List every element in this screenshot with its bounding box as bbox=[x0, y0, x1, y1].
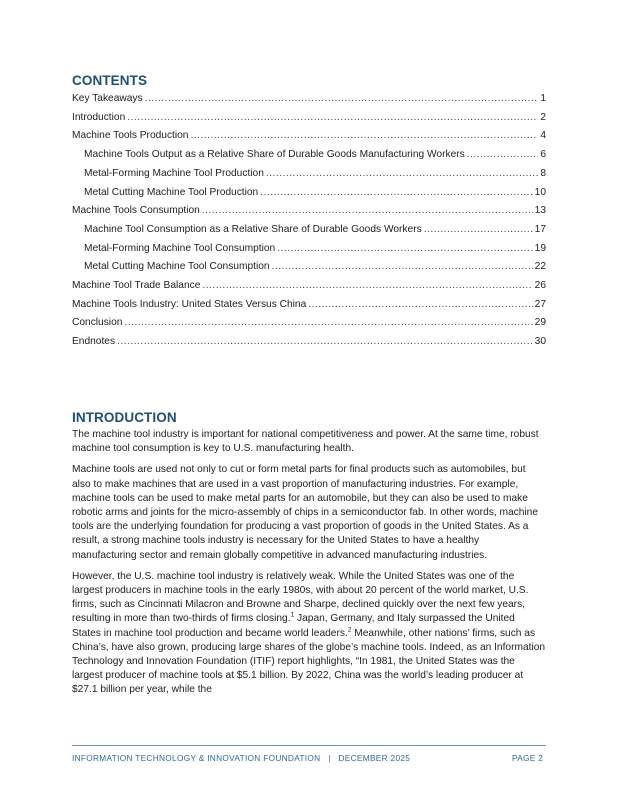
toc-entry-title: Machine Tools Consumption bbox=[72, 205, 200, 217]
toc-entry-title: Machine Tool Trade Balance bbox=[72, 280, 201, 292]
toc-entry-page-number: 19 bbox=[534, 242, 546, 254]
toc-entry[interactable] bbox=[72, 277, 546, 296]
toc-entry-page-number: 22 bbox=[534, 261, 546, 273]
intro-paragraph-3 bbox=[72, 570, 546, 698]
toc-entry[interactable] bbox=[72, 184, 546, 203]
toc-entry-page-number: 29 bbox=[534, 317, 546, 329]
toc-entry-page-number: 26 bbox=[534, 280, 546, 292]
toc-entry-page-number: 6 bbox=[540, 149, 546, 161]
introduction-heading: INTRODUCTION bbox=[72, 410, 177, 425]
toc-entry[interactable] bbox=[72, 221, 546, 240]
toc-entry-title: Machine Tools Output as a Relative Share of Durable Goods Manufacturing Workers bbox=[84, 149, 465, 161]
intro-paragraph-3-part-c: Meanwhile, other nations’ firms, such as China’s, have also grown, producing large shares of the globe’s machine tools. Indeed, as an Information Technology and Innovation Foundation (ITIF) report highlights, “In 1981, the United States was the largest producer of machine tools at $5.1 billion. By 2022, China was the world’s leading producer at $27.1 billion per year, while the bbox=[72, 627, 546, 696]
toc-dot-leader bbox=[272, 258, 533, 277]
toc-dot-leader bbox=[124, 314, 532, 333]
toc-entry-page-number: 30 bbox=[534, 336, 546, 348]
toc-entry-page-number: 13 bbox=[534, 205, 546, 217]
toc-dot-leader bbox=[308, 296, 532, 315]
toc-dot-leader bbox=[260, 184, 532, 203]
toc-entry-page-number: 8 bbox=[540, 167, 546, 179]
toc-entry-title: Machine Tool Consumption as a Relative Share of Durable Goods Workers bbox=[84, 223, 422, 235]
footer-organization-date: INFORMATION TECHNOLOGY & INNOVATION FOUNDATION | DECEMBER 2025 bbox=[72, 753, 411, 763]
toc-entry[interactable] bbox=[72, 109, 546, 128]
footer-page-number: PAGE 2 bbox=[512, 753, 544, 763]
footer-divider bbox=[72, 745, 546, 746]
toc-entry-title: Introduction bbox=[72, 111, 126, 123]
toc-entry[interactable] bbox=[72, 165, 546, 184]
intro-paragraph-1: The machine tool industry is important for national competitiveness and power. At the same time, robust machine tool consumption is key to U.S. manufacturing health. bbox=[72, 429, 539, 455]
toc-entry-page-number: 17 bbox=[534, 223, 546, 235]
toc-entry[interactable] bbox=[72, 240, 546, 259]
toc-dot-leader bbox=[277, 240, 532, 259]
toc-entry-title: Key Takeaways bbox=[72, 93, 143, 104]
toc-entry-title: Machine Tools Industry: United States Versus China bbox=[72, 298, 307, 310]
toc-entry-title: Conclusion bbox=[72, 317, 123, 329]
toc-dot-leader bbox=[117, 333, 533, 352]
toc-dot-leader bbox=[127, 109, 538, 128]
toc-entry-page-number: 27 bbox=[534, 298, 546, 310]
toc-entry[interactable] bbox=[72, 202, 546, 221]
endnote-ref-2[interactable]: 2 bbox=[347, 626, 352, 634]
toc-entry-title: Metal Cutting Machine Tool Consumption bbox=[84, 261, 270, 273]
toc-dot-leader bbox=[145, 90, 539, 109]
toc-entry-page-number: 10 bbox=[534, 186, 546, 198]
toc-dot-leader bbox=[467, 146, 539, 165]
table-of-contents bbox=[72, 90, 546, 352]
toc-entry-title: Machine Tools Production bbox=[72, 130, 189, 142]
toc-entry-title: Metal-Forming Machine Tool Production bbox=[84, 167, 264, 179]
toc-entry[interactable] bbox=[72, 333, 546, 352]
toc-entry-title: Endnotes bbox=[72, 336, 116, 348]
toc-entry-title: Metal Cutting Machine Tool Production bbox=[84, 186, 259, 198]
toc-entry-page-number: 4 bbox=[540, 130, 546, 142]
toc-dot-leader bbox=[190, 127, 538, 146]
endnote-ref-1[interactable]: 1 bbox=[290, 612, 295, 620]
introduction-body bbox=[72, 428, 546, 705]
toc-entry[interactable] bbox=[72, 90, 546, 109]
contents-heading: CONTENTS bbox=[72, 73, 148, 88]
toc-dot-leader bbox=[202, 202, 533, 221]
toc-entry-title: Metal-Forming Machine Tool Consumption bbox=[84, 242, 276, 254]
toc-dot-leader bbox=[202, 277, 532, 296]
toc-dot-leader bbox=[424, 221, 533, 240]
toc-entry[interactable] bbox=[72, 146, 546, 165]
toc-dot-leader bbox=[266, 165, 538, 184]
toc-entry[interactable] bbox=[72, 314, 546, 333]
toc-entry[interactable] bbox=[72, 258, 546, 277]
toc-entry[interactable] bbox=[72, 296, 546, 315]
intro-paragraph-2: Machine tools are used not only to cut or form metal parts for final products such as automobiles, but also to make machines that are used in a vast proportion of manufacturing industries. For example, machine tools can be used to make metal parts for an automobile, but they can also be used to make robotic arms and joints for the micro-assembly of chips in a semiconductor fab. In other words, machine tools are the underlying foundation for producing a vast proportion of goods in the United States. As a result, a strong machine tools industry is necessary for the United States to have a healthy manufacturing sector and remain globally competitive in advanced manufacturing industries. bbox=[72, 464, 538, 561]
toc-entry-page-number: 2 bbox=[540, 111, 546, 123]
intro-paragraph-3-part-b: Japan, Germany, and Italy surpassed the United States in machine tool production and became world leaders. bbox=[72, 613, 515, 639]
toc-entry-page-number: 1 bbox=[540, 93, 546, 104]
toc-entry[interactable] bbox=[72, 127, 546, 146]
intro-paragraph-3-part-a: However, the U.S. machine tool industry is relatively weak. While the United States was one of the largest producers in machine tools in the early 1980s, with about 20 percent of the world market, U.S. firms, such as Cincinnati Milacron and Browne and Sharpe, declined quickly over the next few years, resulting in more than two-thirds of firms closing. bbox=[72, 570, 529, 625]
